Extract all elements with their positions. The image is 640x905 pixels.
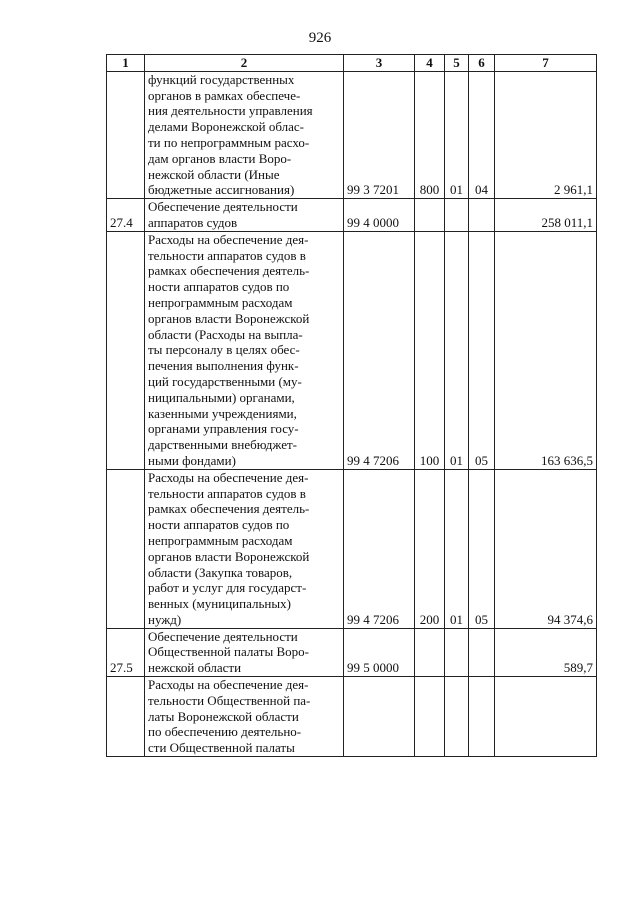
description-line: ниципальными) органами, (148, 389, 295, 405)
section-code (445, 199, 469, 232)
description-line: тельности Общественной па- (148, 692, 311, 708)
description-line: области (Закупка товаров, (148, 564, 293, 580)
description-line: рамках обеспечения деятель- (148, 263, 310, 279)
row-number: 27.4 (107, 199, 145, 232)
row-description (145, 677, 344, 757)
description-line: аппаратов судов (148, 214, 238, 230)
row-number: 27.5 (107, 628, 145, 676)
expense-type-code: 200 (415, 469, 445, 628)
description-line: непрограммным расходам (148, 532, 293, 548)
description-line: ты персоналу в целях обес- (148, 342, 300, 358)
page-number: 926 (308, 30, 332, 46)
row-description (145, 71, 344, 198)
budget-table (106, 54, 597, 757)
expense-type-code (415, 199, 445, 232)
subsection-code: 05 (469, 231, 495, 469)
description-line: органов власти Воронежской (148, 310, 310, 326)
row-number (107, 677, 145, 757)
amount-value: 258 011,1 (495, 199, 597, 232)
description-line: рамках обеспечения деятель- (148, 501, 310, 517)
row-number (107, 231, 145, 469)
description-line: венных (муниципальных) (148, 596, 291, 612)
section-code: 01 (445, 231, 469, 469)
target-article-code: 99 4 7206 (344, 469, 415, 628)
description-line: тельности аппаратов судов в (148, 247, 306, 263)
description-line: ния деятельности управления (148, 103, 313, 119)
description-line: делами Воронежской облас- (148, 119, 304, 135)
amount-value: 94 374,6 (495, 469, 597, 628)
subsection-code (469, 628, 495, 676)
target-article-code (344, 677, 415, 757)
target-article-code: 99 4 7206 (344, 231, 415, 469)
section-code: 01 (445, 71, 469, 198)
description-line: нежской области (Иные (148, 166, 280, 182)
col-header-5: 5 (445, 55, 469, 72)
row-description (145, 199, 344, 232)
row-number (107, 71, 145, 198)
section-code: 01 (445, 469, 469, 628)
description-line: латы Воронежской области (148, 708, 299, 724)
row-number (107, 469, 145, 628)
table-header-row (107, 55, 597, 72)
description-line: Расходы на обеспечение дея- (148, 469, 309, 485)
row-description (145, 469, 344, 628)
description-line: работ и услуг для государст- (148, 580, 307, 596)
description-line: ности аппаратов судов по (148, 517, 290, 533)
description-line: ти по непрограммным расхо- (148, 134, 310, 150)
description-line: тельности аппаратов судов в (148, 485, 306, 501)
table-row (107, 677, 597, 757)
expense-type-code: 800 (415, 71, 445, 198)
description-line: органов власти Воронежской (148, 548, 310, 564)
description-line: казенными учреждениями, (148, 405, 297, 421)
expense-type-code: 100 (415, 231, 445, 469)
col-header-7: 7 (495, 55, 597, 72)
subsection-code (469, 199, 495, 232)
target-article-code: 99 4 0000 (344, 199, 415, 232)
amount-value (495, 677, 597, 757)
description-line: дам органов власти Воро- (148, 150, 292, 166)
row-description (145, 231, 344, 469)
description-line: органов в рамках обеспече- (148, 87, 301, 103)
description-line: ций государственными (му- (148, 373, 302, 389)
table-row (107, 628, 597, 676)
amount-value: 2 961,1 (495, 71, 597, 198)
description-line: области (Расходы на выпла- (148, 326, 303, 342)
description-line: ными фондами) (148, 452, 236, 468)
table-row (107, 71, 597, 198)
description-line: ности аппаратов судов по (148, 279, 290, 295)
subsection-code: 05 (469, 469, 495, 628)
description-line: Обеспечение деятельности (148, 199, 298, 215)
target-article-code: 99 5 0000 (344, 628, 415, 676)
description-line: Расходы на обеспечение дея- (148, 677, 309, 693)
subsection-code (469, 677, 495, 757)
description-line: непрограммным расходам (148, 294, 293, 310)
description-line: Обеспечение деятельности (148, 628, 298, 644)
description-line: по обеспечению деятельно- (148, 724, 302, 740)
description-line: Расходы на обеспечение дея- (148, 231, 309, 247)
col-header-6: 6 (469, 55, 495, 72)
section-code (445, 677, 469, 757)
amount-value: 163 636,5 (495, 231, 597, 469)
expense-type-code (415, 677, 445, 757)
col-header-2: 2 (145, 55, 344, 72)
description-line: сти Общественной палаты (148, 740, 295, 756)
description-line: дарственными внебюджет- (148, 437, 297, 453)
section-code (445, 628, 469, 676)
row-description (145, 628, 344, 676)
table-row (107, 199, 597, 232)
description-line: функций государственных (148, 71, 295, 87)
col-header-1: 1 (107, 55, 145, 72)
description-line: органами управления госу- (148, 421, 299, 437)
col-header-3: 3 (344, 55, 415, 72)
description-line: Общественной палаты Воро- (148, 644, 309, 660)
description-line: нужд) (148, 611, 182, 627)
table-row (107, 469, 597, 628)
table-row (107, 231, 597, 469)
description-line: нежской области (148, 660, 242, 676)
amount-value: 589,7 (495, 628, 597, 676)
target-article-code: 99 3 7201 (344, 71, 415, 198)
expense-type-code (415, 628, 445, 676)
subsection-code: 04 (469, 71, 495, 198)
col-header-4: 4 (415, 55, 445, 72)
description-line: бюджетные ассигнования) (148, 182, 295, 198)
description-line: печения выполнения функ- (148, 358, 299, 374)
